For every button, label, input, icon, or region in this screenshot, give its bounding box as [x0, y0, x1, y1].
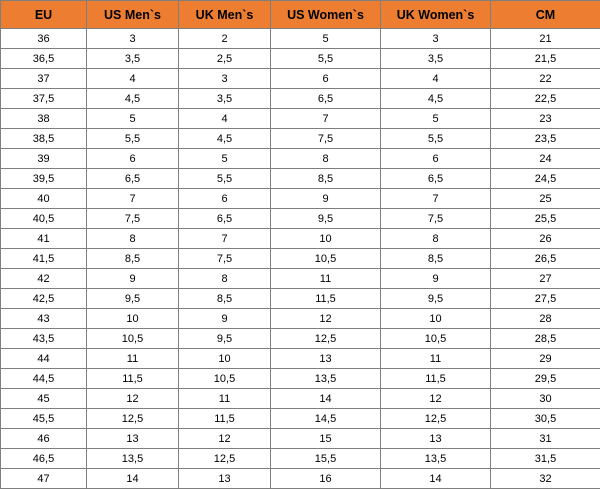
table-cell: 27,5 — [491, 289, 600, 309]
table-cell: 41,5 — [1, 249, 87, 269]
table-row — [1, 409, 600, 429]
table-cell: 6,5 — [87, 169, 179, 189]
column-header: US Men`s — [87, 1, 179, 29]
table-cell: 31 — [491, 429, 600, 449]
column-header: CM — [491, 1, 600, 29]
table-cell: 28,5 — [491, 329, 600, 349]
table-cell: 25,5 — [491, 209, 600, 229]
table-cell: 26,5 — [491, 249, 600, 269]
table-cell: 9,5 — [87, 289, 179, 309]
table-cell: 9 — [381, 269, 491, 289]
table-cell: 12 — [271, 309, 381, 329]
table-cell: 8,5 — [179, 289, 271, 309]
table-cell: 42 — [1, 269, 87, 289]
table-cell: 6 — [381, 149, 491, 169]
table-cell: 11,5 — [179, 409, 271, 429]
table-row — [1, 169, 600, 189]
table-cell: 12 — [381, 389, 491, 409]
table-cell: 7 — [381, 189, 491, 209]
table-cell: 47 — [1, 469, 87, 489]
table-cell: 9,5 — [179, 329, 271, 349]
table-cell: 5,5 — [271, 49, 381, 69]
table-cell: 13 — [381, 429, 491, 449]
table-cell: 7 — [87, 189, 179, 209]
table-row — [1, 469, 600, 489]
table-row — [1, 289, 600, 309]
table-cell: 36 — [1, 29, 87, 49]
table-cell: 7,5 — [179, 249, 271, 269]
table-cell: 5,5 — [179, 169, 271, 189]
table-cell: 15 — [271, 429, 381, 449]
table-cell: 11,5 — [271, 289, 381, 309]
table-cell: 40 — [1, 189, 87, 209]
table-cell: 11,5 — [87, 369, 179, 389]
table-cell: 9 — [179, 309, 271, 329]
table-cell: 9,5 — [381, 289, 491, 309]
table-cell: 10,5 — [87, 329, 179, 349]
table-cell: 38 — [1, 109, 87, 129]
table-cell: 36,5 — [1, 49, 87, 69]
table-cell: 12 — [87, 389, 179, 409]
table-cell: 32 — [491, 469, 600, 489]
table-cell: 24,5 — [491, 169, 600, 189]
table-cell: 45,5 — [1, 409, 87, 429]
table-cell: 11,5 — [381, 369, 491, 389]
table-cell: 27 — [491, 269, 600, 289]
table-cell: 3,5 — [381, 49, 491, 69]
table-cell: 41 — [1, 229, 87, 249]
table-cell: 9,5 — [271, 209, 381, 229]
table-cell: 13 — [271, 349, 381, 369]
table-cell: 4 — [381, 69, 491, 89]
table-cell: 29,5 — [491, 369, 600, 389]
table-cell: 7,5 — [87, 209, 179, 229]
table-cell: 13 — [87, 429, 179, 449]
table-cell: 43 — [1, 309, 87, 329]
column-header: UK Men`s — [179, 1, 271, 29]
table-cell: 7,5 — [381, 209, 491, 229]
table-header — [1, 1, 600, 29]
table-cell: 6,5 — [381, 169, 491, 189]
table-cell: 11 — [87, 349, 179, 369]
table-cell: 6 — [271, 69, 381, 89]
table-row — [1, 309, 600, 329]
table-cell: 22,5 — [491, 89, 600, 109]
table-cell: 45 — [1, 389, 87, 409]
table-cell: 8,5 — [381, 249, 491, 269]
table-cell: 8 — [381, 229, 491, 249]
table-cell: 12,5 — [179, 449, 271, 469]
table-cell: 3 — [87, 29, 179, 49]
table-cell: 5,5 — [381, 129, 491, 149]
table-row — [1, 269, 600, 289]
table-cell: 5 — [271, 29, 381, 49]
table-header-row — [1, 1, 600, 29]
table-cell: 3,5 — [87, 49, 179, 69]
table-cell: 8 — [271, 149, 381, 169]
table-cell: 6 — [87, 149, 179, 169]
table-cell: 6 — [179, 189, 271, 209]
table-cell: 38,5 — [1, 129, 87, 149]
table-cell: 10,5 — [381, 329, 491, 349]
table-cell: 46,5 — [1, 449, 87, 469]
table-cell: 13,5 — [271, 369, 381, 389]
table-cell: 8 — [179, 269, 271, 289]
table-cell: 14 — [271, 389, 381, 409]
table-cell: 43,5 — [1, 329, 87, 349]
table-cell: 46 — [1, 429, 87, 449]
table-cell: 22 — [491, 69, 600, 89]
table-cell: 15,5 — [271, 449, 381, 469]
table-cell: 8 — [87, 229, 179, 249]
table-cell: 26 — [491, 229, 600, 249]
table-cell: 13 — [179, 469, 271, 489]
table-row — [1, 229, 600, 249]
table-cell: 44,5 — [1, 369, 87, 389]
table-cell: 30 — [491, 389, 600, 409]
table-cell: 6,5 — [271, 89, 381, 109]
table-row — [1, 49, 600, 69]
table-cell: 12,5 — [87, 409, 179, 429]
table-cell: 12 — [179, 429, 271, 449]
table-cell: 4 — [87, 69, 179, 89]
table-cell: 21 — [491, 29, 600, 49]
table-cell: 8,5 — [271, 169, 381, 189]
table-row — [1, 329, 600, 349]
table-cell: 37,5 — [1, 89, 87, 109]
table-cell: 25 — [491, 189, 600, 209]
table-cell: 11 — [271, 269, 381, 289]
table-cell: 4,5 — [87, 89, 179, 109]
table-row — [1, 69, 600, 89]
table-cell: 2,5 — [179, 49, 271, 69]
table-cell: 7 — [179, 229, 271, 249]
table-row — [1, 249, 600, 269]
table-cell: 23 — [491, 109, 600, 129]
table-row — [1, 209, 600, 229]
table-cell: 5,5 — [87, 129, 179, 149]
table-cell: 2 — [179, 29, 271, 49]
table-cell: 5 — [87, 109, 179, 129]
table-cell: 44 — [1, 349, 87, 369]
table-cell: 4 — [179, 109, 271, 129]
table-cell: 5 — [179, 149, 271, 169]
table-cell: 39,5 — [1, 169, 87, 189]
table-cell: 11 — [381, 349, 491, 369]
table-row — [1, 429, 600, 449]
table-cell: 31,5 — [491, 449, 600, 469]
table-cell: 14 — [381, 469, 491, 489]
table-cell: 14,5 — [271, 409, 381, 429]
table-cell: 42,5 — [1, 289, 87, 309]
table-cell: 10 — [381, 309, 491, 329]
table-cell: 10 — [179, 349, 271, 369]
table-cell: 39 — [1, 149, 87, 169]
table-cell: 16 — [271, 469, 381, 489]
table-row — [1, 449, 600, 469]
table-cell: 21,5 — [491, 49, 600, 69]
table-cell: 4,5 — [381, 89, 491, 109]
table-cell: 5 — [381, 109, 491, 129]
table-cell: 28 — [491, 309, 600, 329]
table-cell: 4,5 — [179, 129, 271, 149]
table-cell: 13,5 — [87, 449, 179, 469]
table-row — [1, 389, 600, 409]
table-cell: 24 — [491, 149, 600, 169]
table-cell: 37 — [1, 69, 87, 89]
table-cell: 13,5 — [381, 449, 491, 469]
table-cell: 29 — [491, 349, 600, 369]
table-cell: 7,5 — [271, 129, 381, 149]
table-cell: 10,5 — [271, 249, 381, 269]
table-cell: 11 — [179, 389, 271, 409]
table-row — [1, 129, 600, 149]
table-cell: 10 — [87, 309, 179, 329]
table-cell: 23,5 — [491, 129, 600, 149]
table-row — [1, 109, 600, 129]
table-row — [1, 189, 600, 209]
table-cell: 40,5 — [1, 209, 87, 229]
table-cell: 14 — [87, 469, 179, 489]
table-row — [1, 89, 600, 109]
table-cell: 12,5 — [381, 409, 491, 429]
table-row — [1, 349, 600, 369]
table-cell: 3,5 — [179, 89, 271, 109]
column-header: EU — [1, 1, 87, 29]
table-body — [1, 29, 600, 489]
table-row — [1, 149, 600, 169]
column-header: UK Women`s — [381, 1, 491, 29]
table-cell: 3 — [381, 29, 491, 49]
table-cell: 10,5 — [179, 369, 271, 389]
table-cell: 9 — [87, 269, 179, 289]
table-cell: 3 — [179, 69, 271, 89]
column-header: US Women`s — [271, 1, 381, 29]
table-cell: 7 — [271, 109, 381, 129]
table-cell: 30,5 — [491, 409, 600, 429]
table-cell: 10 — [271, 229, 381, 249]
table-row — [1, 29, 600, 49]
table-cell: 9 — [271, 189, 381, 209]
table-cell: 8,5 — [87, 249, 179, 269]
table-cell: 6,5 — [179, 209, 271, 229]
table-cell: 12,5 — [271, 329, 381, 349]
table-row — [1, 369, 600, 389]
